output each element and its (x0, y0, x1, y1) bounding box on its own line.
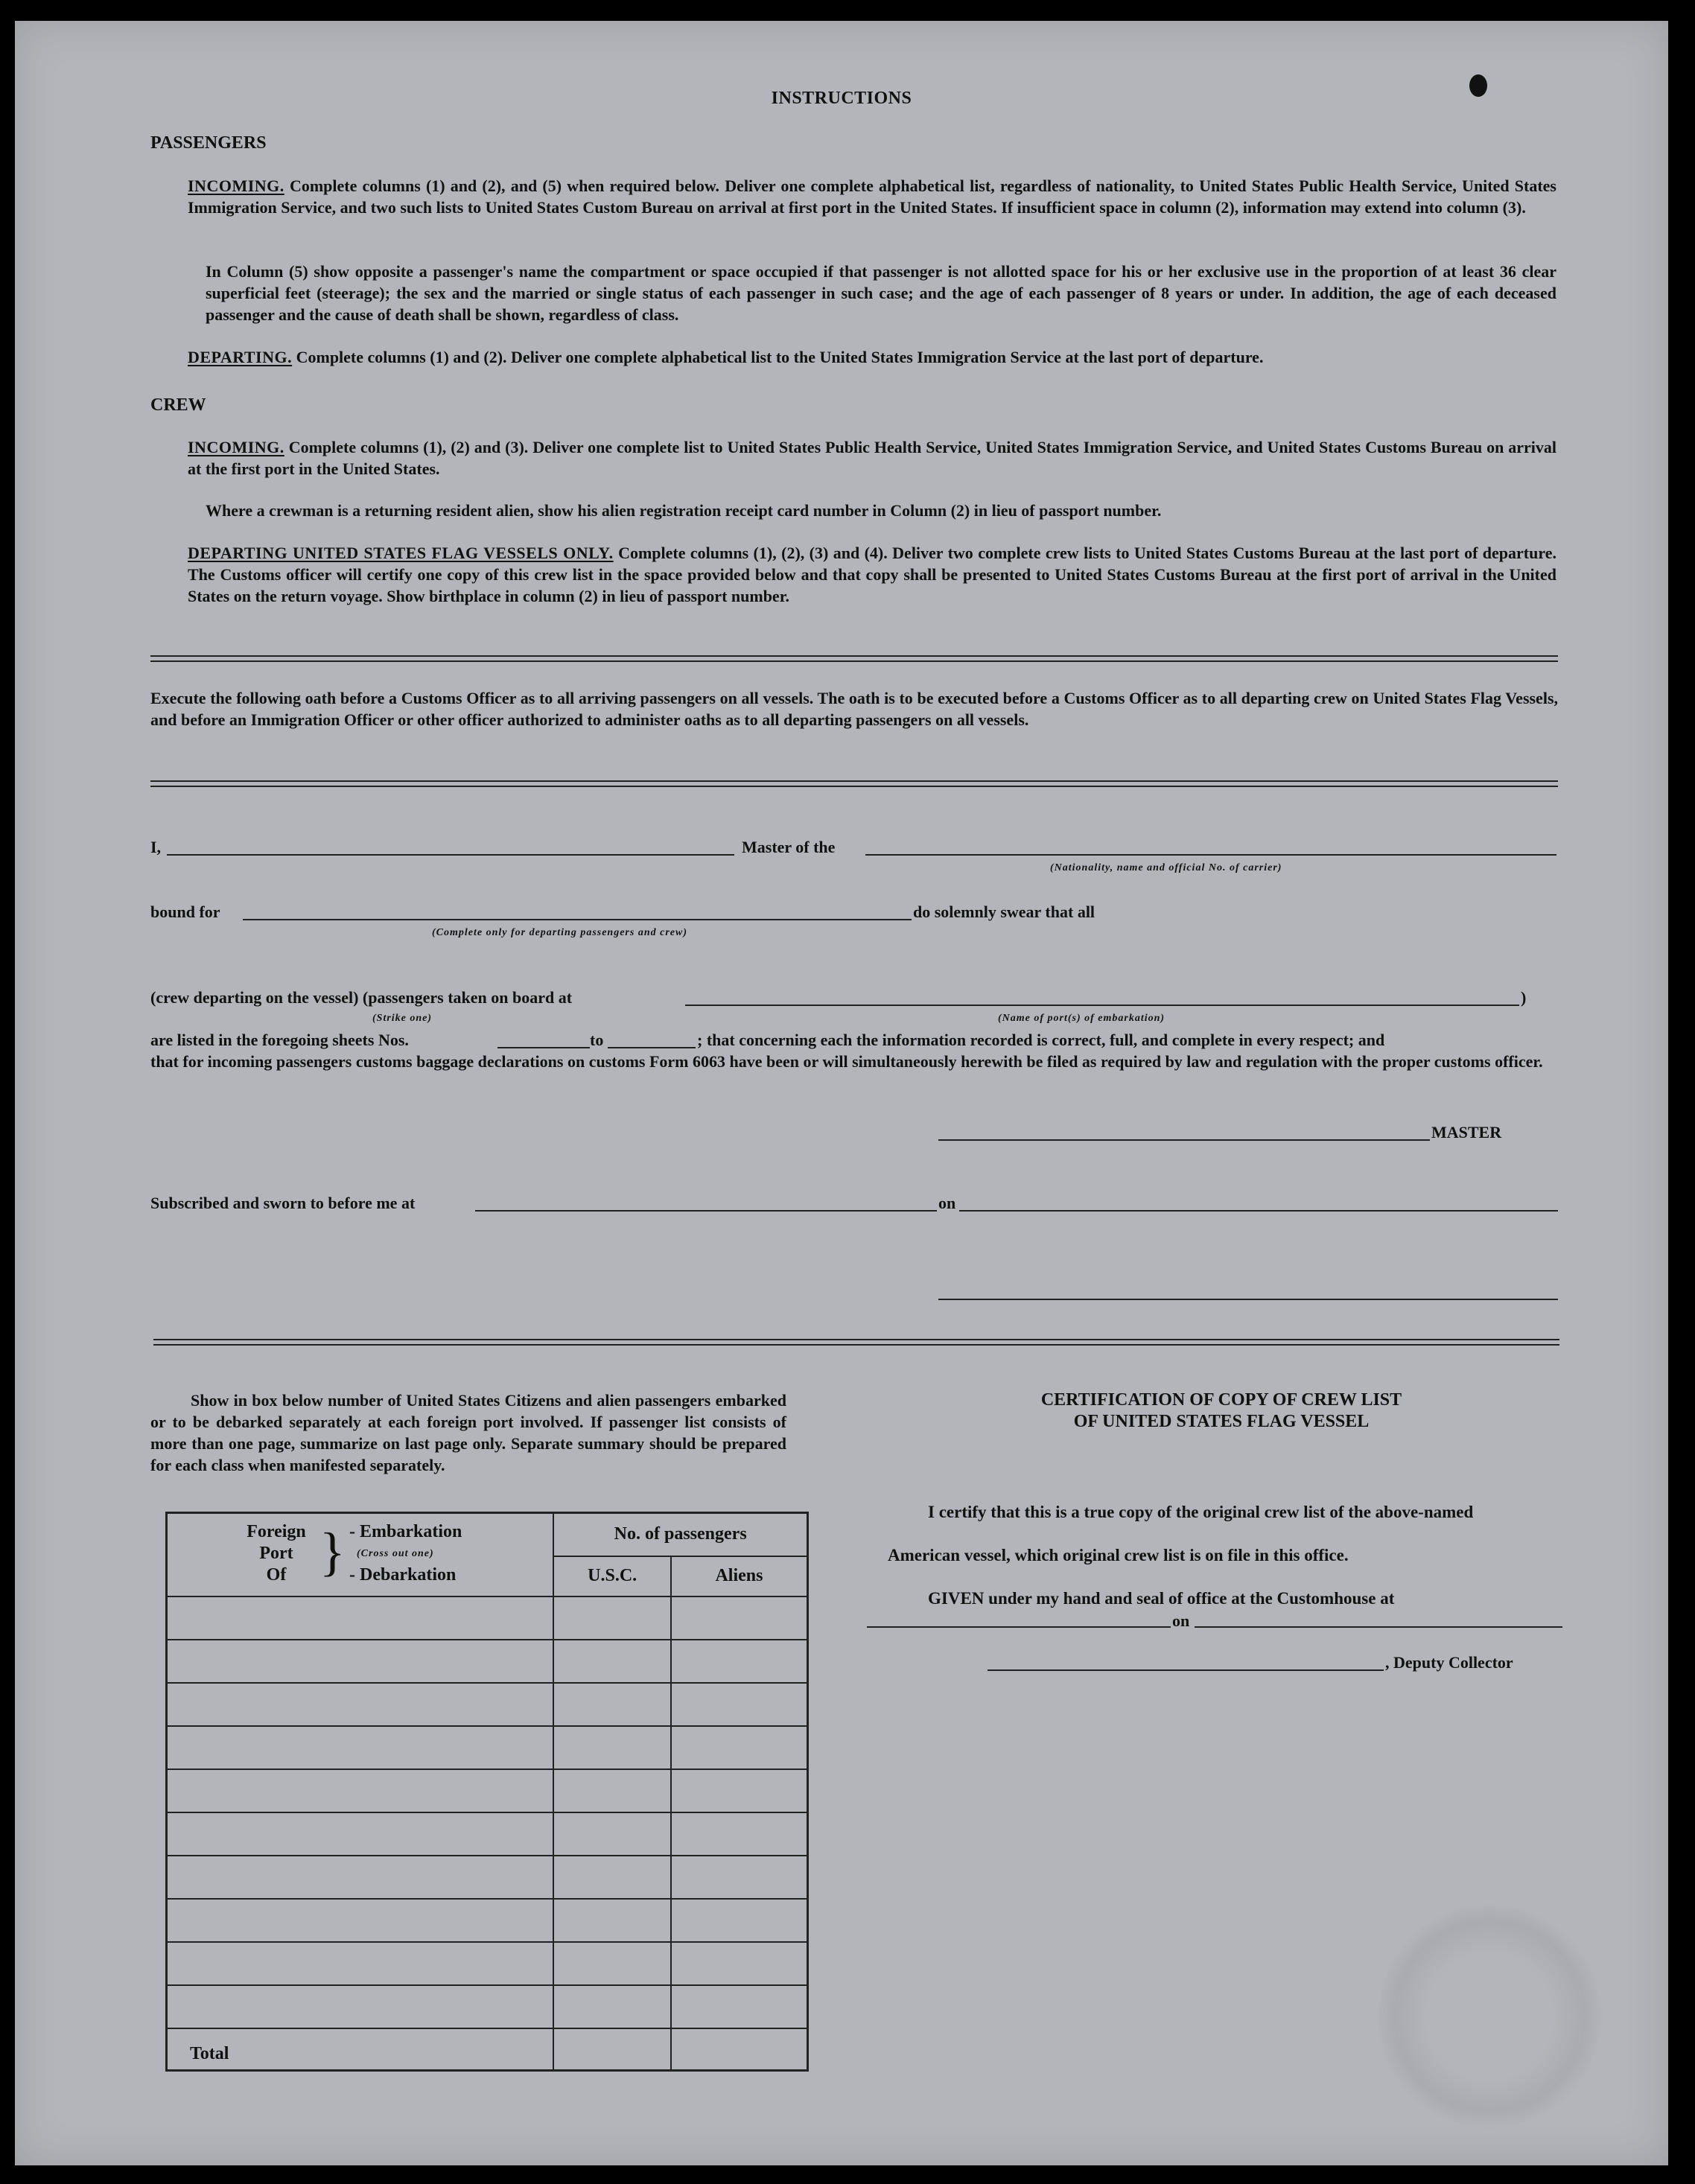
usc-cell[interactable] (553, 1726, 671, 1769)
master-signature-field[interactable] (938, 1139, 1430, 1141)
port-header (167, 1513, 554, 1597)
oath-subscribed: Subscribed and sworn to before me at (150, 1194, 416, 1212)
port-label: Port (259, 1544, 293, 1563)
passengers-departing-label: DEPARTING. (188, 348, 293, 366)
page-title: INSTRUCTIONS (771, 89, 912, 108)
usc-cell[interactable] (553, 1769, 671, 1812)
passengers-column5: In Column (5) show opposite a passenger's name the compartment or space occupied if that passenger is not allotted space for his or her exclusive use in the proportion of at least 36 clear superficial feet (steerage); the sex and the married or single status of each passenger in such case; and the age of each passenger of 8 years or under. In addition, the age of each deceased passenger and the cause of death shall be shown, regardless of class. (206, 262, 1556, 324)
sheet-from-field[interactable] (497, 1047, 590, 1048)
table-row (167, 1985, 808, 2028)
crew-departing-text: Complete columns (1), (2), (3) and (4). Deliver two complete crew lists to United States Customs Bureau at the last port of departure. The Customs officer will certify one copy of this crew list in the space provided below and that copy shall be presented to United States Customs Bureau at the first port of arrival in the United States on the return voyage. Show birthplace in column (2) in lieu of passport number. (188, 544, 1557, 605)
oath-close-paren: ) (1521, 988, 1527, 1007)
oath-intro: Execute the following oath before a Customs Officer as to all arriving passengers on all vessels. The oath is to be executed before a Customs Officer as to all departing crew on United States Flag Vessels, and before an Immigration Officer or other officer authorized to administer oaths as to all departing passengers on all vessels. (150, 689, 1558, 729)
crew-alien: Where a crewman is a returning resident alien, show his alien registration receipt card number in Column (2) in lieu of passport number. (206, 501, 1162, 520)
officer-signature-field[interactable] (938, 1299, 1558, 1300)
port-cell[interactable] (167, 1726, 554, 1769)
oath-listed-2: ; that concerning each the information recorded is correct, full, and complete in every respect; and (697, 1031, 1385, 1049)
passengers-incoming-label: INCOMING. (188, 176, 284, 195)
cross-out-label: (Cross out one) (357, 1548, 434, 1559)
of-label: Of (266, 1565, 287, 1585)
usc-cell[interactable] (553, 1596, 671, 1640)
aliens-cell[interactable] (671, 1596, 808, 1640)
oath-master-of: Master of the (742, 838, 836, 856)
table-row (167, 1640, 808, 1683)
bound-for-field[interactable] (243, 919, 912, 920)
debarkation-label: - Debarkation (349, 1565, 457, 1585)
usc-cell[interactable] (553, 1640, 671, 1683)
oath-listed-1: are listed in the foregoing sheets Nos. (150, 1031, 409, 1049)
table-row (167, 1812, 808, 1856)
customhouse-field[interactable] (867, 1626, 1171, 1628)
master-name-field[interactable] (167, 854, 734, 856)
aliens-cell[interactable] (671, 1985, 808, 2028)
table-row (167, 1899, 808, 1942)
passengers-departing (188, 346, 1556, 368)
oath-crew-departing: (crew departing on the vessel) (passengers taken on board at (150, 988, 573, 1007)
aliens-cell[interactable] (671, 1726, 808, 1769)
crew-incoming (188, 436, 1556, 480)
passengers-departing-text: Complete columns (1) and (2). Deliver one complete alphabetical list to the United States Immigration Service at the last port of departure. (296, 348, 1264, 366)
certification-line-3: GIVEN under my hand and seal of office at the Customhouse at (928, 1589, 1395, 1608)
usc-cell[interactable] (553, 1899, 671, 1942)
certification-on: on (1172, 1611, 1190, 1630)
summary-instructions: Show in box below number of United States Citizens and alien passengers embarked or to be debarked separately at each foreign port involved. If passenger list consists of more than one page, summarize on last page only. Separate summary should be prepared for each class when manifested separately. (150, 1391, 786, 1474)
certification-line-2: American vessel, which original crew list is on file in this office. (888, 1546, 1349, 1564)
usc-total-cell[interactable] (553, 2028, 671, 2070)
passenger-summary-table (165, 1512, 809, 2072)
ports-note: (Name of port(s) of embarkation) (998, 1013, 1165, 1024)
certification-title-2: OF UNITED STATES FLAG VESSEL (1073, 1412, 1370, 1431)
port-cell[interactable] (167, 1596, 554, 1640)
divider-1 (150, 655, 1558, 662)
oath-listed-to: to (590, 1031, 604, 1049)
aliens-total-cell[interactable] (671, 2028, 808, 2070)
deputy-signature-field[interactable] (988, 1669, 1384, 1671)
embarkation-label: - Embarkation (349, 1522, 462, 1541)
oath-master: MASTER (1431, 1123, 1502, 1142)
aliens-cell[interactable] (671, 1683, 808, 1726)
usc-cell[interactable] (553, 1683, 671, 1726)
embossed-seal (1378, 1905, 1601, 2128)
oath-on: on (938, 1194, 956, 1212)
sworn-place-field[interactable] (475, 1210, 937, 1212)
aliens-cell[interactable] (671, 1942, 808, 1985)
oath-listed-3: that for incoming passengers customs baggage declarations on customs Form 6063 have been or will simultaneously herewith be filed as required by law and regulation with the proper customs officer. (150, 1052, 1543, 1071)
port-cell[interactable] (167, 1683, 554, 1726)
usc-cell[interactable] (553, 1942, 671, 1985)
port-cell[interactable] (167, 1985, 554, 2028)
sheet-to-field[interactable] (608, 1047, 696, 1048)
form-page (15, 21, 1668, 2165)
strike-note: (Strike one) (372, 1013, 433, 1024)
usc-cell[interactable] (553, 1856, 671, 1899)
oath-swear: do solemnly swear that all (913, 902, 1095, 921)
nationality-note: (Nationality, name and official No. of carrier) (1050, 862, 1282, 873)
passengers-incoming-text: Complete columns (1) and (2), and (5) when required below. Deliver one complete alphabetical list, regardless of nationality, to United States Public Health Service, United States Immigration Service, and two such lists to United States Custom Bureau on arrival at first port in the United States. If insufficient space in column (2), information may extend into column (3). (188, 176, 1556, 217)
usc-cell[interactable] (553, 1985, 671, 2028)
certification-title (849, 1389, 1594, 1433)
usc-header: U.S.C. (553, 1556, 671, 1596)
table-row (167, 1726, 808, 1769)
table-row (167, 1683, 808, 1726)
oath-bound-for: bound for (150, 902, 220, 921)
aliens-cell[interactable] (671, 1640, 808, 1683)
port-cell[interactable] (167, 1856, 554, 1899)
port-cell[interactable] (167, 1812, 554, 1856)
total-row (167, 2028, 808, 2070)
complete-note: (Complete only for departing passengers and crew) (432, 927, 687, 938)
table-row (167, 1856, 808, 1899)
aliens-cell[interactable] (671, 1899, 808, 1942)
certification-date-field[interactable] (1195, 1626, 1562, 1628)
table-row (167, 1596, 808, 1640)
port-cell[interactable] (167, 1769, 554, 1812)
foreign-label: Foreign (247, 1522, 306, 1541)
passengers-incoming (188, 175, 1556, 218)
usc-cell[interactable] (553, 1812, 671, 1856)
crew-incoming-label: INCOMING. (188, 438, 284, 456)
certification-title-1: CERTIFICATION OF COPY OF CREW LIST (1040, 1390, 1402, 1410)
aliens-header: Aliens (671, 1556, 808, 1596)
divider-2 (150, 780, 1558, 787)
brace-icon: } (319, 1522, 346, 1582)
carrier-field[interactable] (865, 854, 1556, 856)
port-cell[interactable] (167, 1942, 554, 1985)
total-label: Total (167, 2028, 554, 2070)
port-cell[interactable] (167, 1640, 554, 1683)
port-cell[interactable] (167, 1899, 554, 1942)
certification-line-1: I certify that this is a true copy of the original crew list of the above-named (928, 1503, 1474, 1521)
table-row (167, 1769, 808, 1812)
crew-departing (188, 542, 1556, 607)
sworn-date-field[interactable] (959, 1210, 1558, 1212)
deputy-collector-label: , Deputy Collector (1385, 1653, 1513, 1672)
divider-3 (153, 1339, 1559, 1346)
crew-heading: CREW (150, 395, 206, 415)
no-passengers-header: No. of passengers (553, 1513, 807, 1556)
passengers-heading: PASSENGERS (150, 133, 267, 153)
aliens-cell[interactable] (671, 1856, 808, 1899)
crew-incoming-text: Complete columns (1), (2) and (3). Deliver one complete list to United States Public Health Service, United States Immigration Service, and United States Customs Bureau on arrival at the first port in the United States. (188, 438, 1556, 478)
ports-field[interactable] (685, 1005, 1519, 1006)
aliens-cell[interactable] (671, 1812, 808, 1856)
table-row (167, 1942, 808, 1985)
crew-departing-label: DEPARTING UNITED STATES FLAG VESSELS ONLY. (188, 544, 614, 562)
oath-i-label: I, (150, 838, 162, 856)
aliens-cell[interactable] (671, 1769, 808, 1812)
